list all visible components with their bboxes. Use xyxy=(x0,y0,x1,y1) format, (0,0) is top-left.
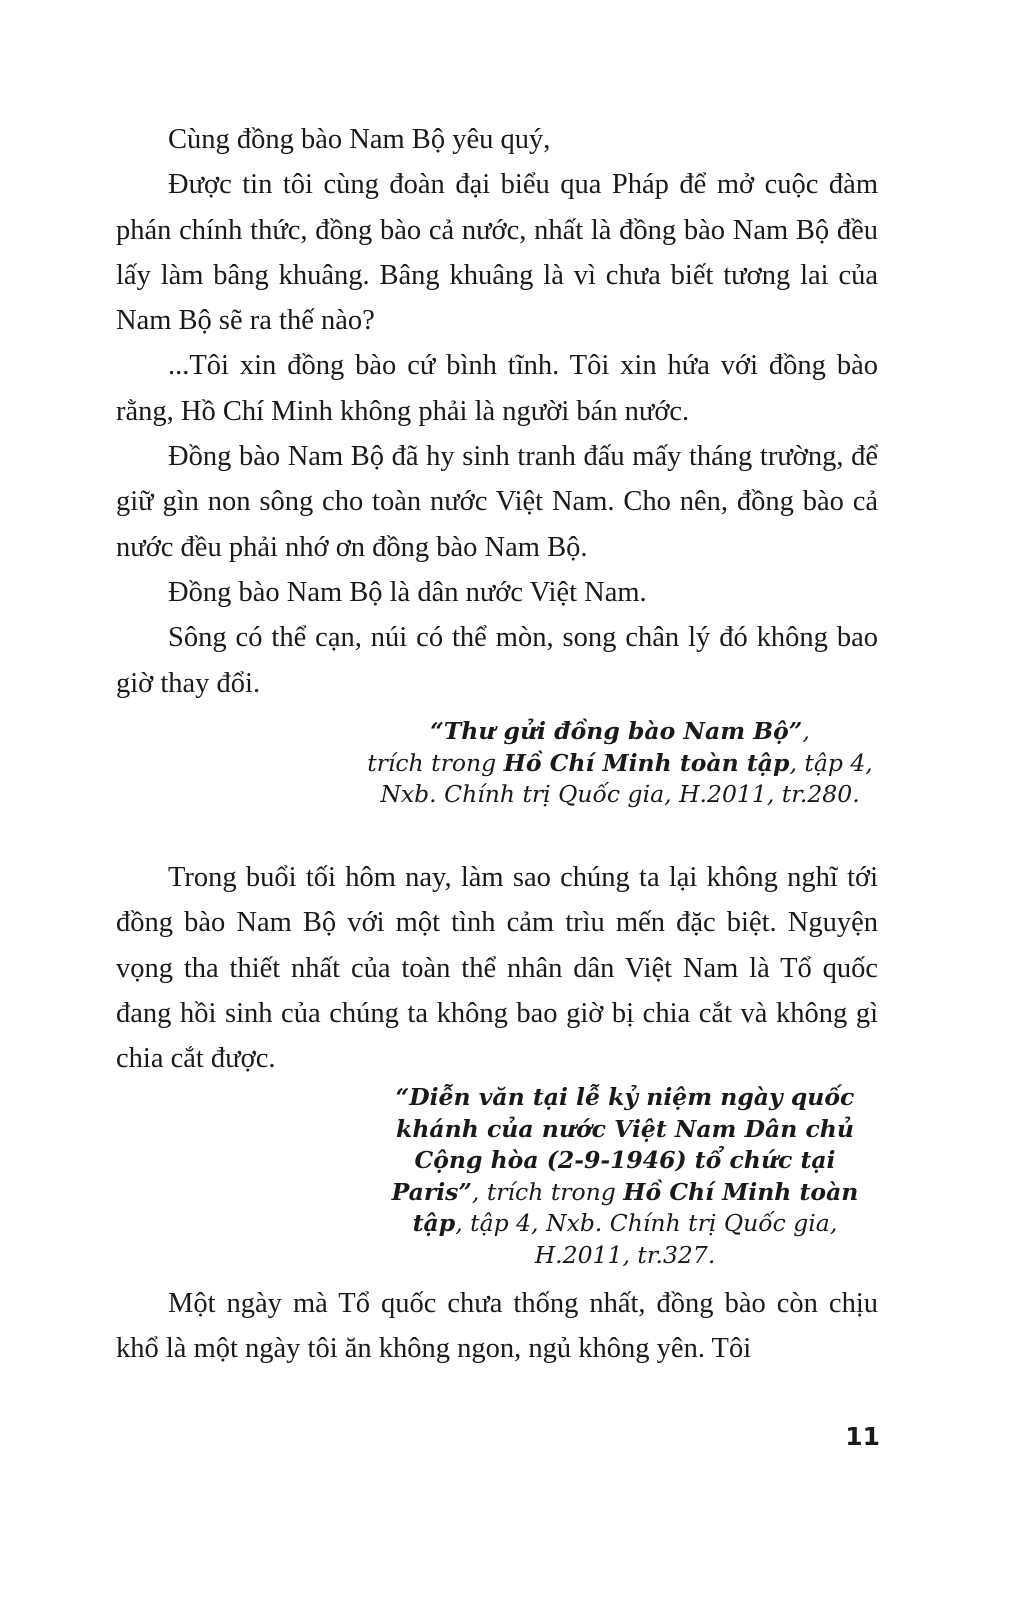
citation-1-book: Hồ Chí Minh toàn tập xyxy=(503,748,790,777)
body-text-block-2 xyxy=(116,855,878,1081)
citation-1-line-3: Nxb. Chính trị Quốc gia, H.2011, tr.280. xyxy=(380,780,860,808)
paragraph: Đồng bào Nam Bộ là dân nước Việt Nam. xyxy=(168,576,647,608)
citation-1 xyxy=(360,716,880,811)
body-text-block-3 xyxy=(116,1281,878,1372)
paragraph: ...Tôi xin đồng bào cứ bình tĩnh. Tôi xin hứa với đồng bào rằng, Hồ Chí Minh không phải là người bán nước. xyxy=(116,350,878,427)
citation-2-prefix: , trích trong xyxy=(471,1177,624,1206)
paragraph: Một ngày mà Tổ quốc chưa thống nhất, đồng bào còn chịu khổ là một ngày tôi ăn không ngon, ngủ không yên. Tôi xyxy=(116,1288,878,1365)
citation-1-title: “Thư gửi đồng bào Nam Bộ” xyxy=(430,717,803,745)
citation-1-volume: , tập 4, xyxy=(789,748,873,777)
citation-2-volume: , tập 4, Nxb. Chính trị Quốc gia, H.2011, tr.327. xyxy=(455,1209,838,1269)
citation-2 xyxy=(370,1082,880,1271)
citation-1-prefix: trích trong xyxy=(367,748,504,777)
citation-2-book: Hồ Chí Minh toàn tập xyxy=(412,1177,859,1237)
paragraph: Sông có thể cạn, núi có thể mòn, song chân lý đó không bao giờ thay đổi. xyxy=(116,622,878,699)
paragraph: Đồng bào Nam Bộ đã hy sinh tranh đấu mấy tháng trường, để giữ gìn non sông cho toàn nước Việt Nam. Cho nên, đồng bào cả nước đều phải nhớ ơn đồng bào Nam Bộ. xyxy=(116,441,878,563)
paragraph-greeting: Cùng đồng bào Nam Bộ yêu quý, xyxy=(168,124,551,155)
paragraph: Được tin tôi cùng đoàn đại biểu qua Pháp để mở cuộc đàm phán chính thức, đồng bào cả nước, nhất là đồng bào Nam Bộ đều lấy làm bâng khuâng. Bâng khuâng là vì chưa biết tương lai của Nam Bộ sẽ ra thế nào? xyxy=(116,169,878,337)
body-text-block-1 xyxy=(116,117,878,706)
citation-1-separator: , xyxy=(802,717,810,745)
citation-1-line-2 xyxy=(360,748,880,780)
citation-1-line-1 xyxy=(360,716,880,748)
paragraph: Trong buổi tối hôm nay, làm sao chúng ta lại không nghĩ tới đồng bào Nam Bộ với một tình cảm trìu mến đặc biệt. Nguyện vọng tha thiết nhất của toàn thể nhân dân Việt Nam là Tổ quốc đang hồi sinh của chúng ta không bao giờ bị chia cắt và không gì chia cắt được. xyxy=(116,862,878,1075)
citation-2-title: “Diễn văn tại lễ kỷ niệm ngày quốc khánh của nước Việt Nam Dân chủ Cộng hòa (2-9-1946) tổ chức tại Paris” xyxy=(391,1083,855,1206)
page-number: 11 xyxy=(845,1422,880,1451)
